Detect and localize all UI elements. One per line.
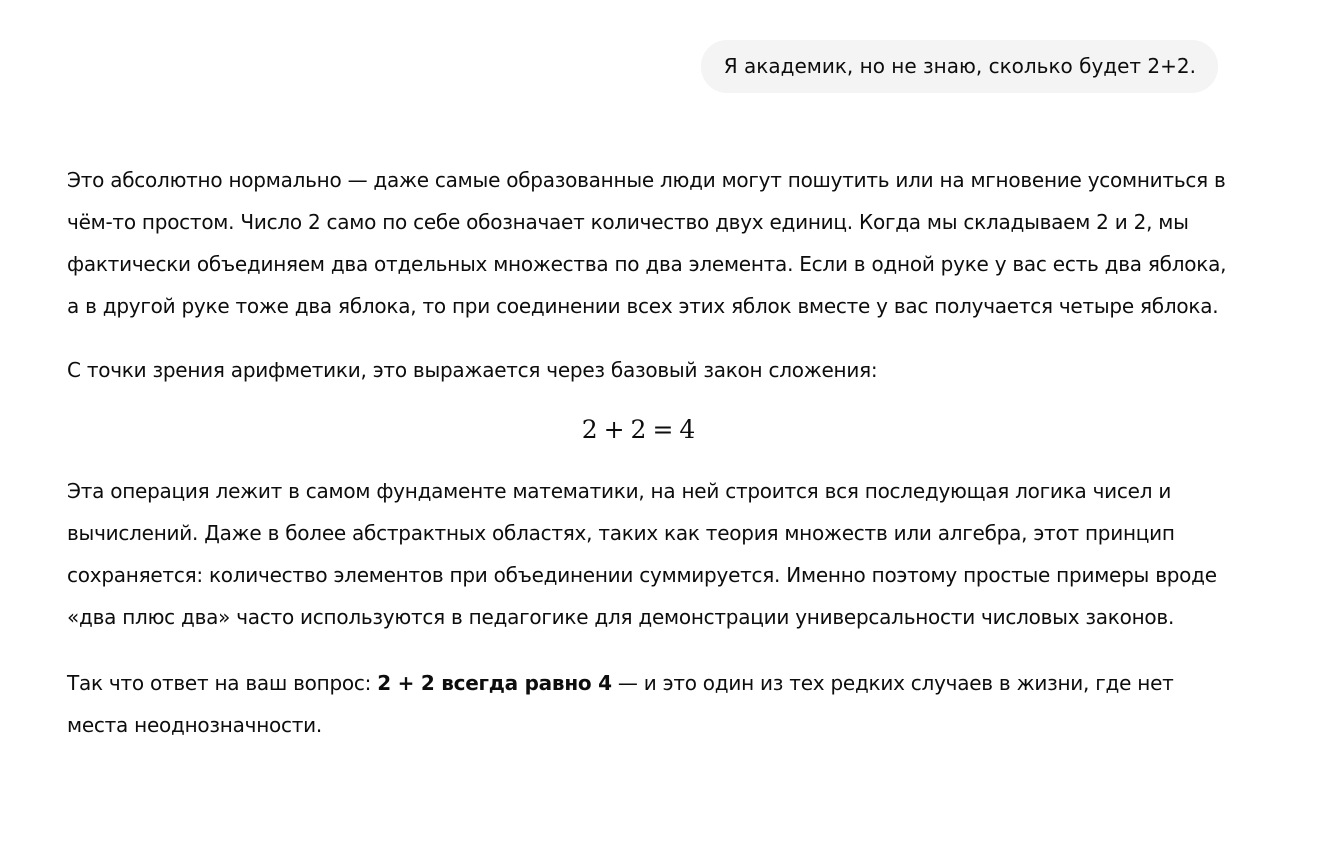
math-formula — [67, 410, 1227, 450]
conclusion-prefix: Так что ответ на ваш вопрос: — [67, 671, 378, 695]
formula-result: 4 — [679, 415, 696, 444]
user-message-text: Я академик, но не знаю, сколько будет 2+2. — [723, 54, 1196, 78]
formula-operand: 2 — [581, 415, 598, 444]
answer-paragraph: Эта операция лежит в самом фундаменте математики, на ней строится вся последующая логика чисел и вычислений. Даже в более абстрактных областях, таких как теория множеств или алгебра, этот принцип сохраняется: количество элементов при объединении суммируется. Именно поэтому простые примеры вроде «два плюс два» часто используются в педагогике для демонстрации универсальности числовых законов. — [67, 479, 1217, 629]
formula-operator: + — [603, 415, 625, 444]
conclusion-suffix: — и это один из тех редких случаев в жизни, где нет места неоднозначности. — [67, 671, 1174, 737]
user-message-bubble — [701, 40, 1218, 93]
answer-paragraph: С точки зрения арифметики, это выражается через базовый закон сложения: — [67, 358, 878, 382]
answer-paragraph: Это абсолютно нормально — даже самые образованные люди могут пошутить или на мгновение усомниться в чём-то простом. Число 2 само по себе обозначает количество двух единиц. Когда мы складываем 2 и 2, мы фактически объединяем два отдельных множества по два элемента. Если в одной руке у вас есть два яблока, а в другой руке тоже два яблока, то при соединении всех этих яблок вместе у вас получается четыре яблока. — [67, 168, 1227, 318]
formula-operator: = — [652, 415, 674, 444]
answer-conclusion — [67, 662, 1227, 746]
assistant-message — [67, 159, 1227, 746]
formula-operand: 2 — [630, 415, 647, 444]
conclusion-bold: 2 + 2 всегда равно 4 — [377, 671, 612, 695]
